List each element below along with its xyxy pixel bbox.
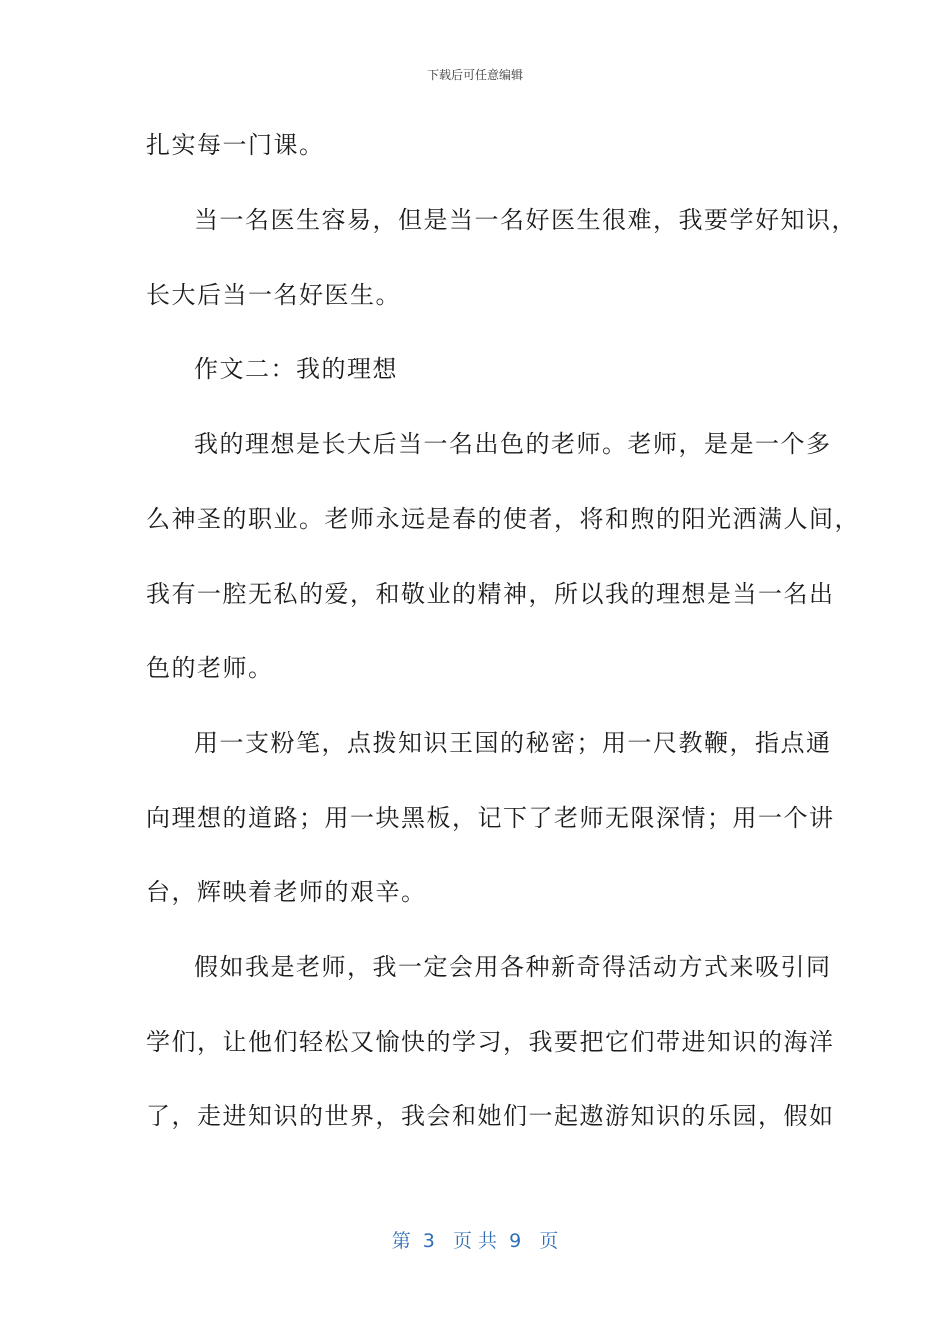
body-line: 扎实每一门课。	[146, 131, 325, 159]
body-line: 当一名医生容易，但是当一名好医生很难，我要学好知识，	[194, 206, 857, 234]
body-line: 学们，让他们轻松又愉快的学习，我要把它们带进知识的海洋	[146, 1028, 835, 1056]
page-number: 第 3 页 共 9 页	[391, 1230, 559, 1252]
body-line: 了，走进知识的世界，我会和她们一起遨游知识的乐园，假如	[146, 1102, 835, 1130]
header-note: 下载后可任意编辑	[426, 68, 523, 82]
body-line: 我有一腔无私的爱，和敬业的精神，所以我的理想是当一名出	[146, 580, 835, 608]
body-line: 长大后当一名好医生。	[146, 281, 401, 309]
body-line: 色的老师。	[146, 654, 274, 682]
section-heading: 作文二：我的理想	[194, 355, 398, 383]
body-line: 用一支粉笔，点拨知识王国的秘密；用一尺教鞭，指点通	[194, 729, 832, 757]
body-line: 向理想的道路；用一块黑板，记下了老师无限深情；用一个讲	[146, 804, 835, 832]
body-line: 假如我是老师，我一定会用各种新奇得活动方式来吸引同	[194, 953, 832, 981]
body-line: 我的理想是长大后当一名出色的老师。老师，是是一个多	[194, 430, 832, 458]
body-line: 么神圣的职业。老师永远是春的使者，将和煦的阳光洒满人间，	[146, 505, 860, 533]
body-line: 台，辉映着老师的艰辛。	[146, 878, 427, 906]
